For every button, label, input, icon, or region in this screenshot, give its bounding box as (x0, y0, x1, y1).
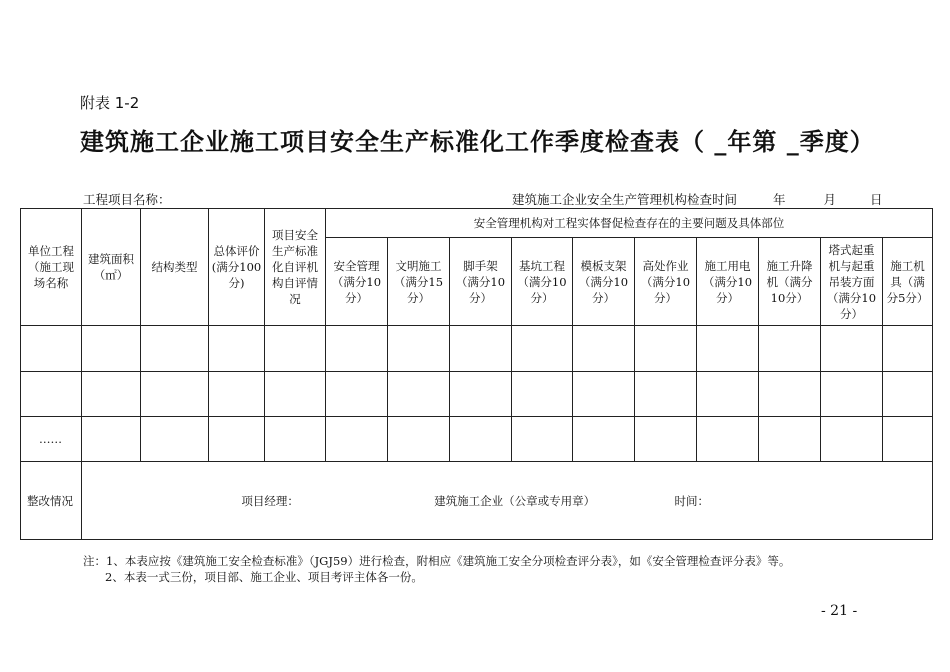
table-row (21, 372, 933, 417)
header-self-eval: 项目安全生产标准化自评机构自评情况 (265, 209, 326, 326)
header-group: 安全管理机构对工程实体督促检查存在的主要问题及具体部位 (326, 209, 933, 238)
header-sub-safety-mgmt: 安全管理（满分10分） (326, 238, 388, 326)
note-2: 2、本表一式三份，项目部、施工企业、项目考评主体各一份。 (105, 570, 423, 584)
rectification-row (21, 462, 933, 540)
project-name-label: 工程项目名称： (83, 192, 171, 207)
page-number: - 21 - (821, 603, 858, 619)
enterprise-label: 建筑施工企业（公章或专用章） (434, 493, 596, 508)
header-structure: 结构类型 (141, 209, 209, 326)
note-1: 注：1、本表应按《建筑施工安全检查标准》（JGJ59）进行检查，附相应《建筑施工安全分项检查评分表》，如《安全管理检查评分表》等。 (83, 554, 791, 568)
header-sub-height-work: 高处作业（满分10分） (635, 238, 697, 326)
header-area: 建筑面积（㎡） (82, 209, 141, 326)
header-sub-electric: 施工用电（满分10分） (697, 238, 759, 326)
header-sub-scaffold: 脚手架（满分10分） (450, 238, 512, 326)
day-label: 日 (869, 192, 883, 207)
header-sub-pit: 基坑工程（满分10分） (512, 238, 573, 326)
header-sub-tower-crane: 塔式起重机与起重吊装方面（满分10分） (821, 238, 883, 326)
manager-label: 项目经理： (241, 493, 299, 508)
rectification-label: 整改情况 (21, 462, 82, 540)
ellipsis-cell: …… (21, 417, 82, 462)
table-row (21, 326, 933, 372)
signature-cell (82, 462, 933, 540)
page-title: 建筑施工企业施工项目安全生产标准化工作季度检查表（ _年第 _季度） (80, 128, 875, 156)
year-label: 年 (772, 192, 786, 207)
table-row (21, 417, 933, 462)
header-sub-civilized: 文明施工（满分15分） (388, 238, 450, 326)
inspection-table (20, 208, 933, 540)
header-sub-elevator: 施工升降机（满分10分） (759, 238, 821, 326)
time-label: 时间： (674, 493, 709, 508)
header-total-score: 总体评价(满分100 分) (209, 209, 265, 326)
check-time-line (512, 190, 882, 208)
header-sub-machinery: 施工机具（满分5分） (883, 238, 933, 326)
attachment-label: 附表 1-2 (80, 94, 140, 112)
header-sub-formwork: 模板支架（满分10分） (573, 238, 635, 326)
check-time-label: 建筑施工企业安全生产管理机构检查时间 (512, 192, 738, 207)
month-label: 月 (823, 192, 836, 207)
header-unit: 单位工程（施工现场名称 (21, 209, 82, 326)
header-row-1 (21, 209, 933, 238)
